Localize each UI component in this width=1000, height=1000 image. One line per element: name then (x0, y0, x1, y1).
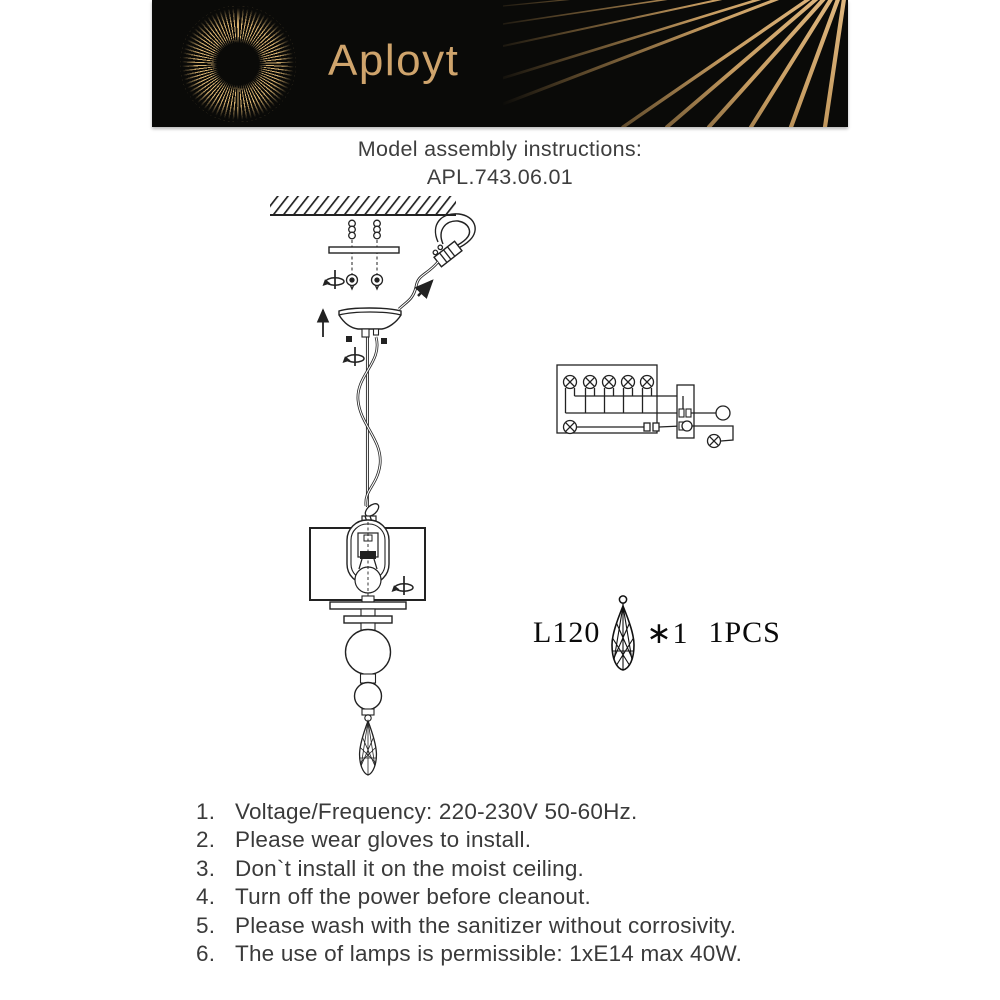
part-pcs-label: 1PCS (708, 616, 781, 649)
ceiling-hatch (270, 196, 456, 215)
parts-detail (533, 594, 781, 672)
instruction-text: Don`t install it on the moist ceiling. (235, 855, 585, 881)
lamp-symbol (564, 421, 577, 434)
suspension-wires (358, 337, 380, 507)
instruction-item (196, 798, 742, 826)
arrow-icon (418, 281, 432, 296)
assembly-diagram (180, 190, 520, 790)
rotate-icon (343, 347, 365, 366)
lamp-symbol (708, 435, 721, 448)
instruction-number: 6. (196, 941, 216, 967)
decorative-spheres (330, 596, 406, 721)
instruction-item (196, 912, 742, 940)
screw-icon (347, 275, 383, 290)
instruction-text: Voltage/Frequency: 220-230V 50-60Hz. (235, 799, 638, 824)
instruction-text: Turn off the power before cleanout. (235, 884, 591, 910)
instruction-item (196, 940, 742, 968)
crystal-pendant-icon (606, 594, 640, 672)
instruction-number: 4. (196, 884, 216, 910)
instruction-number: 2. (196, 827, 216, 853)
brand-header (152, 0, 848, 127)
corner-rays-icon (503, 0, 848, 127)
brand-logo-text: Aployt (328, 36, 460, 85)
ceiling-canopy (339, 308, 401, 366)
instruction-item (196, 826, 742, 854)
sunburst-logo-icon (180, 6, 296, 122)
bulb-assembly (347, 501, 413, 597)
instruction-text: Please wash with the sanitizer without corrosivity. (235, 912, 737, 938)
wiring-diagram (548, 352, 748, 452)
instruction-list (196, 798, 742, 968)
instruction-number: 1. (196, 799, 216, 824)
page-title (0, 136, 1000, 191)
mounting-hardware (323, 220, 400, 289)
title-line2: APL.743.06.01 (426, 164, 574, 189)
instruction-item (196, 883, 742, 911)
rotate-icon (323, 270, 345, 289)
lamp-symbols (564, 376, 654, 414)
part-quantity-label: ∗1 (646, 616, 689, 650)
title-line1: Model assembly instructions: (357, 137, 643, 161)
ring-symbol (716, 406, 730, 420)
instruction-text: The use of lamps is permissible: 1xE14 max 40W. (235, 941, 743, 967)
rotate-icon (392, 576, 414, 595)
instruction-text: Please wear gloves to install. (235, 827, 532, 853)
instruction-number: 3. (196, 855, 216, 881)
wire-connector (399, 214, 475, 309)
crystal-drop (360, 721, 377, 775)
terminal-block (677, 385, 694, 438)
instruction-item (196, 855, 742, 883)
instruction-number: 5. (196, 912, 216, 938)
part-code-label: L120 (533, 616, 601, 649)
